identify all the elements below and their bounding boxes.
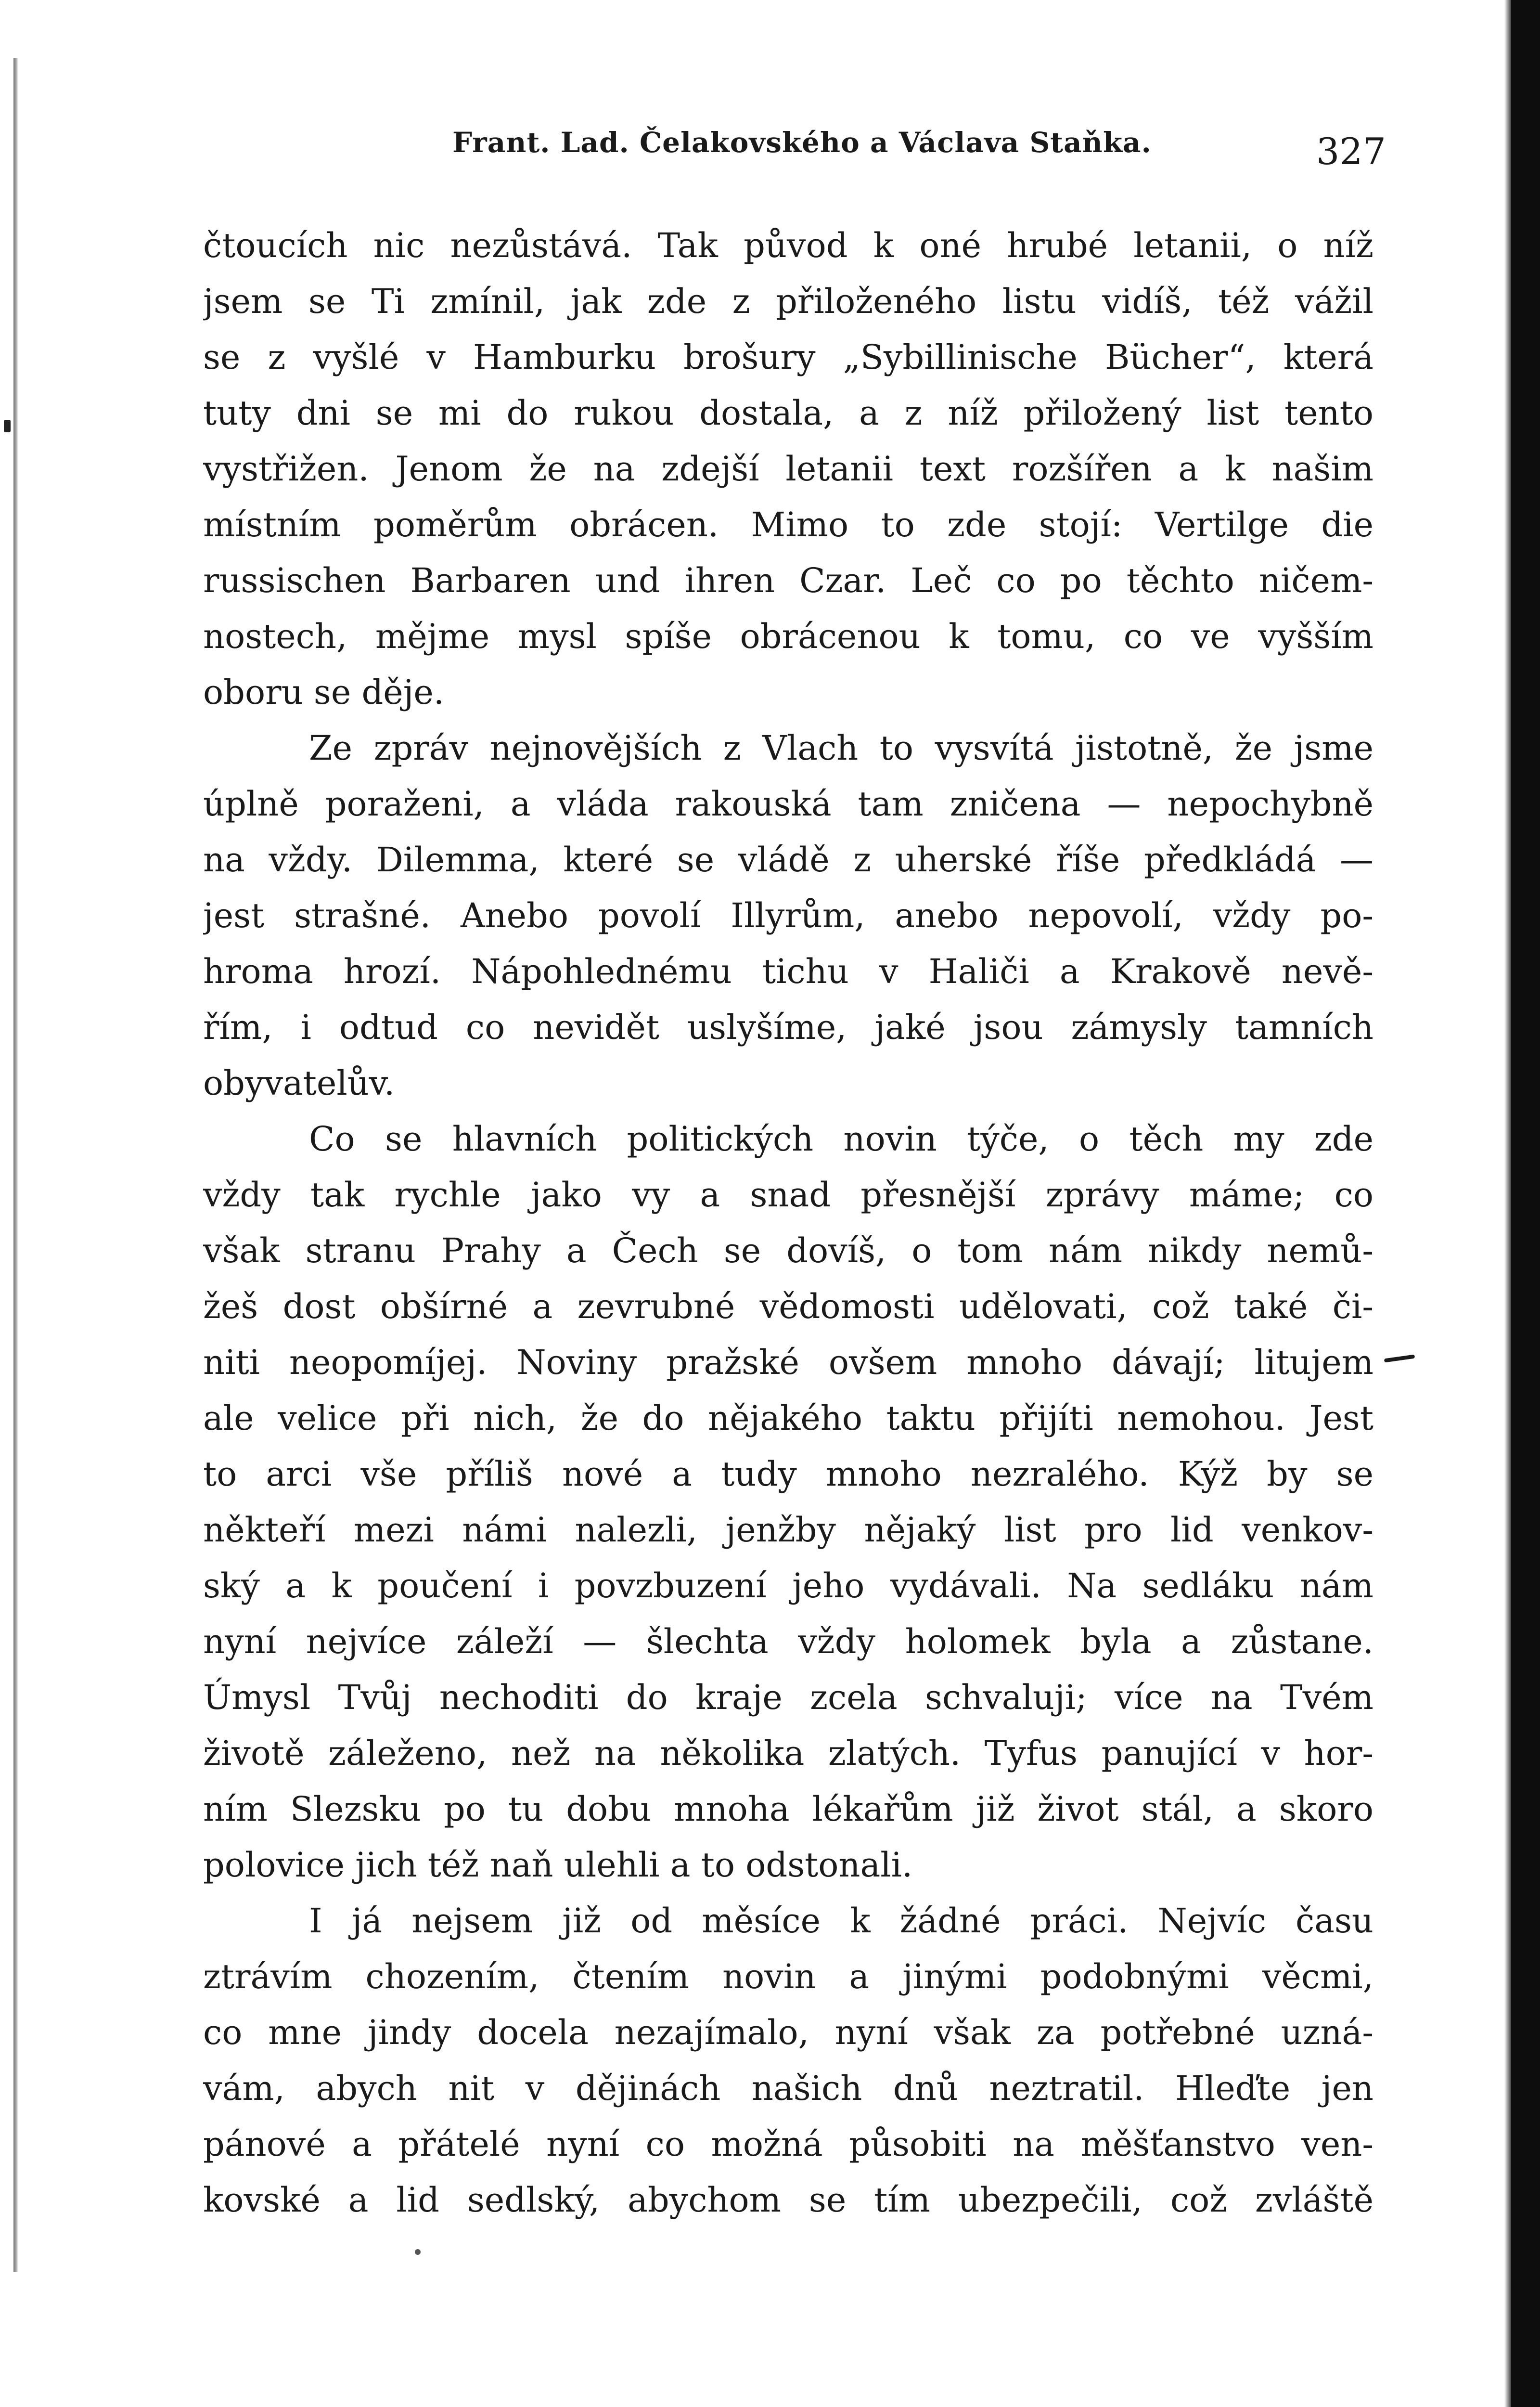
paragraph-start-line: Ze zpráv nejnovějších z Vlach to vysvítá jistotně, že jsme [309, 728, 1373, 768]
running-head: Frant. Lad. Čelakovského a Václava Staňka. [452, 126, 1152, 159]
page-number: 327 [1316, 130, 1386, 173]
text-line: řím, i odtud co nevidět uslyšíme, jaké jsou zámysly tamních [203, 1008, 1373, 1047]
text-line: vám, abych nit v dějinách našich dnů neztratil. Hleďte jen [203, 2069, 1373, 2108]
text-line: to arci vše příliš nové a tudy mnoho nezralého. Kýž by se [203, 1454, 1373, 1494]
margin-dash [1384, 1355, 1415, 1363]
text-line: oboru se děje. [203, 673, 445, 712]
text-line: polovice jich též naň ulehli a to odstonali. [203, 1845, 913, 1885]
text-line: nostech, mějme mysl spíše obrácenou k tomu, co ve vyšším [203, 617, 1373, 656]
paragraph-start-line: Co se hlavních politických novin týče, o těch my zde [309, 1119, 1373, 1159]
text-line: vystřižen. Jenom že na zdejší letanii text rozšířen a k našim [203, 449, 1373, 489]
text-line: co mne jindy docela nezajímalo, nyní však za potřebné uzná- [203, 2013, 1373, 2052]
text-line: niti neopomíjej. Noviny pražské ovšem mnoho dávají; litujem [203, 1343, 1373, 1382]
text-line: však stranu Prahy a Čech se dovíš, o tom nám nikdy nemů- [203, 1231, 1373, 1270]
text-line: obyvatelův. [203, 1063, 395, 1103]
text-line: tuty dni se mi do rukou dostala, a z níž přiložený list tento [203, 393, 1373, 433]
text-line: žeš dost obšírné a zevrubné vědomosti udělovati, což také či- [203, 1287, 1373, 1326]
text-line: vždy tak rychle jako vy a snad přesnější zprávy máme; co [203, 1175, 1373, 1215]
text-line: ský a k poučení i povzbuzení jeho vydávali. Na sedláku nám [203, 1566, 1373, 1605]
margin-mark [4, 420, 11, 432]
text-line: ale velice při nich, že do nějakého taktu přijíti nemohou. Jest [203, 1398, 1373, 1438]
text-line: jest strašné. Anebo povolí Illyrům, anebo nepovolí, vždy po- [203, 896, 1373, 935]
text-line: někteří mezi námi nalezli, jenžby nějaký list pro lid venkov- [203, 1510, 1373, 1550]
text-line: životě záleženo, než na několika zlatých. Tyfus panující v hor- [203, 1734, 1373, 1773]
text-line: Úmysl Tvůj nechoditi do kraje zcela schvaluji; více na Tvém [203, 1678, 1373, 1717]
body-text [203, 218, 1373, 2228]
text-line: jsem se Ti zmínil, jak zde z přiloženého listu vidíš, též vážil [203, 282, 1373, 321]
text-line: úplně poraženi, a vláda rakouská tam zničena — nepochybně [203, 784, 1373, 824]
text-line: pánové a přátelé nyní co možná působiti na měšťanstvo ven- [203, 2124, 1373, 2164]
text-line: čtoucích nic nezůstává. Tak původ k oné hrubé letanii, o níž [203, 226, 1373, 265]
text-line: kovské a lid sedlský, abychom se tím ubezpečili, což zvláště [203, 2180, 1373, 2220]
stray-dot [415, 2249, 421, 2255]
page-header [202, 120, 1386, 178]
text-line: nyní nejvíce záleží — šlechta vždy holomek byla a zůstane. [203, 1622, 1373, 1661]
text-line: hroma hrozí. Nápohlednému tichu v Haliči a Krakově nevě- [203, 952, 1373, 991]
scan-shadow-right [1504, 0, 1511, 2407]
scan-edge-right [1511, 0, 1540, 2407]
text-line: ztrávím chozením, čtením novin a jinými podobnými věcmi, [203, 1957, 1373, 1996]
text-line: ním Slezsku po tu dobu mnoha lékařům již život stál, a skoro [203, 1789, 1373, 1829]
text-line: místním poměrům obrácen. Mimo to zde stojí: Vertilge die [203, 505, 1373, 544]
text-line: na vždy. Dilemma, které se vládě z uherské říše předkládá — [203, 840, 1373, 880]
text-line: se z vyšlé v Hamburku brošury „Sybillinische Bücher“, která [203, 337, 1373, 377]
scan-edge-left [13, 58, 18, 2272]
paragraph-start-line: I já nejsem již od měsíce k žádné práci. Nejvíc času [309, 1901, 1373, 1941]
text-line: russischen Barbaren und ihren Czar. Leč co po těchto ničem- [203, 561, 1373, 600]
